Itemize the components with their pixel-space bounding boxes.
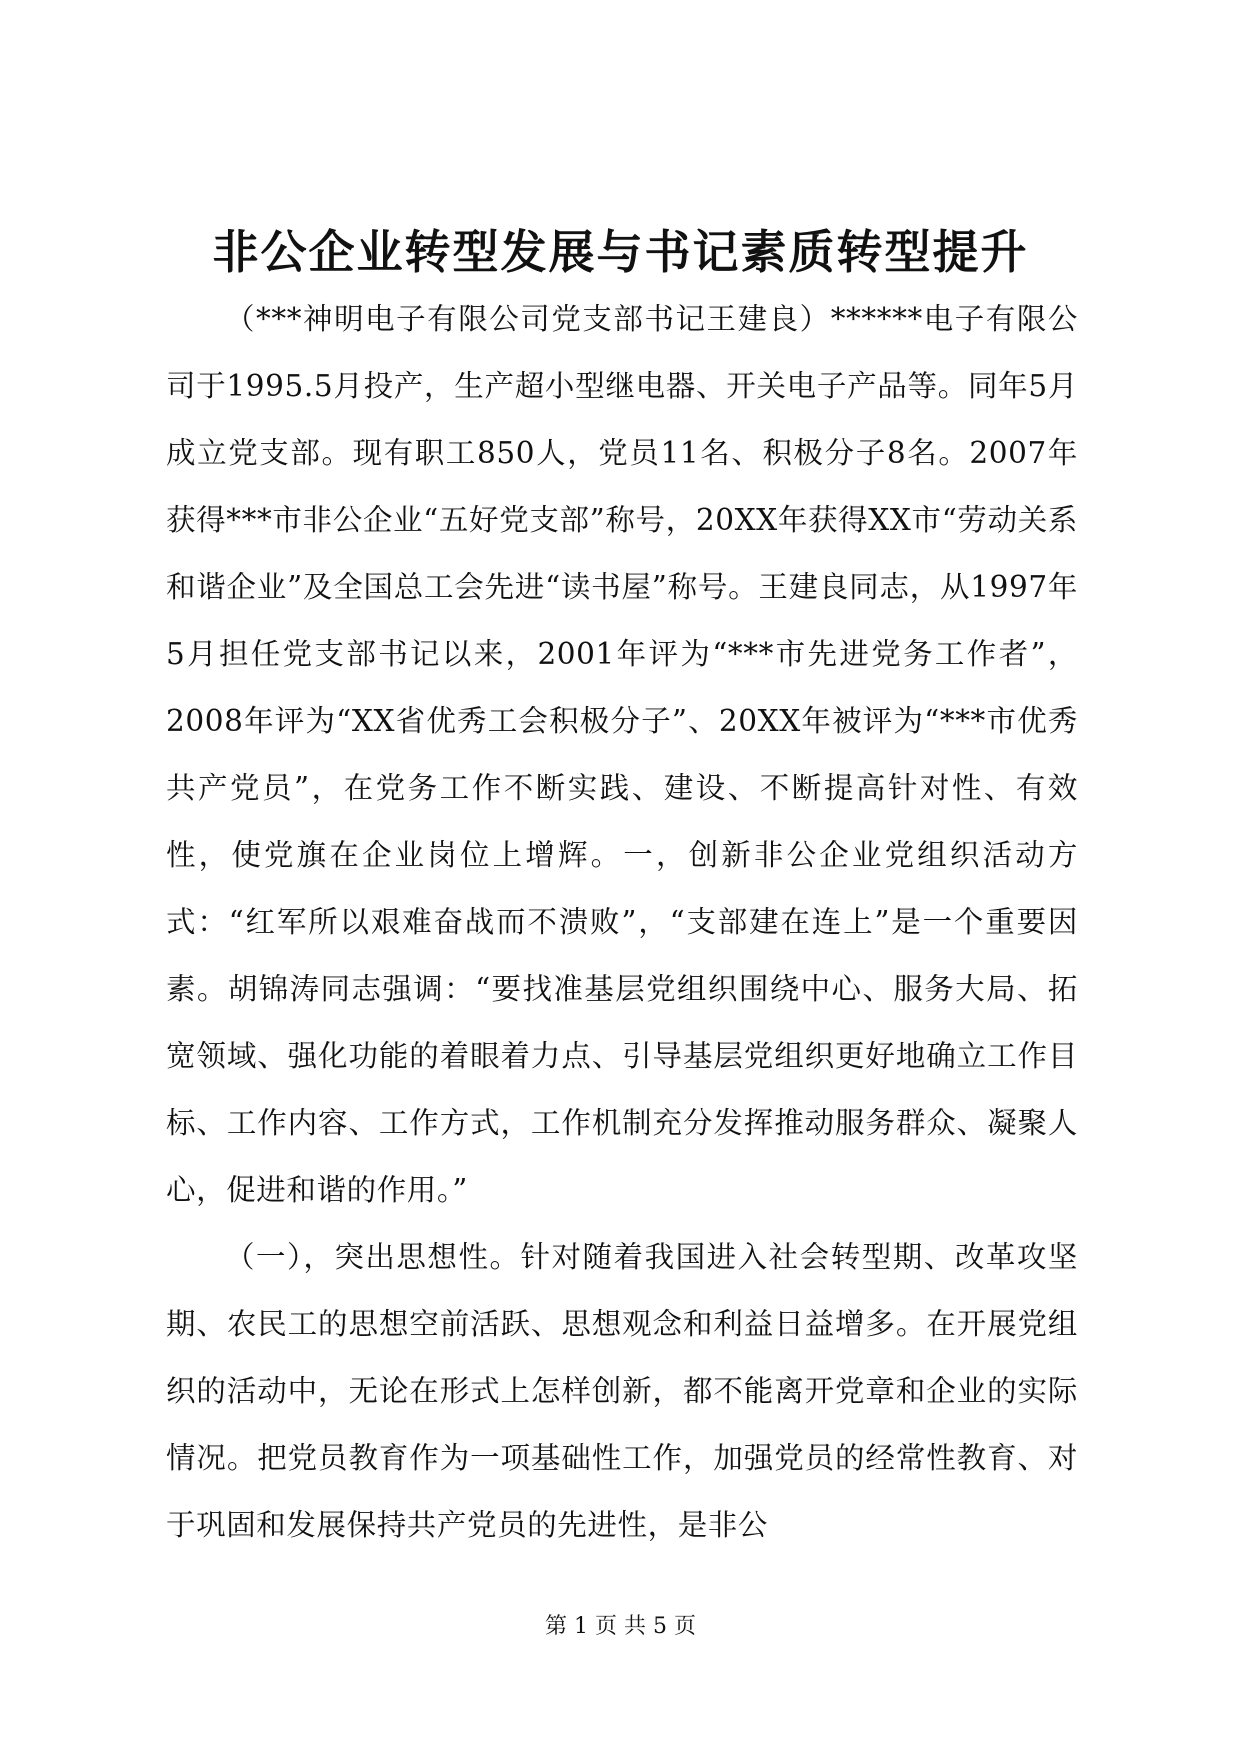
paragraph-intro: （***神明电子有限公司党支部书记王建良）******电子有限公司于1995.5月投产，生产超小型继电器、开关电子产品等。同年5月成立党支部。现有职工850人，党员11名、积极分子8名。2007年获得***市非公企业“五好党支部”称号，20XX年获得XX市“劳动关系和谐企业”及全国总工会先进“读书屋”称号。王建良同志，从1997年5月担任党支部书记以来，2001年评为“***市先进党务工作者”，2008年评为“XX省优秀工会积极分子”、20XX年被评为“***市优秀共产党员”，在党务工作不断实践、建设、不断提高针对性、有效性，使党旗在企业岗位上增辉。一，创新非公企业党组织活动方式：“红军所以艰难奋战而不溃败”，“支部建在连上”是一个重要因素。胡锦涛同志强调：“要找准基层党组织围绕中心、服务大局、拓宽领域、强化功能的着眼着力点、引导基层党组织更好地确立工作目标、工作内容、工作方式，工作机制充分发挥推动服务群众、凝聚人心，促进和谐的作用。” [166,302,1078,1207]
page-footer: 第 1 页 共 5 页 [545,1614,696,1639]
document-title: 非公企业转型发展与书记素质转型提升 [212,225,1029,279]
document-body [166,286,1078,1559]
paragraph-section-one: （一），突出思想性。针对随着我国进入社会转型期、改革攻坚期、农民工的思想空前活跃、思想观念和利益日益增多。在开展党组织的活动中，无论在形式上怎样创新，都不能离开党章和企业的实际情况。把党员教育作为一项基础性工作，加强党员的经常性教育、对于巩固和发展保持共产党员的先进性，是非公 [166,1240,1078,1542]
